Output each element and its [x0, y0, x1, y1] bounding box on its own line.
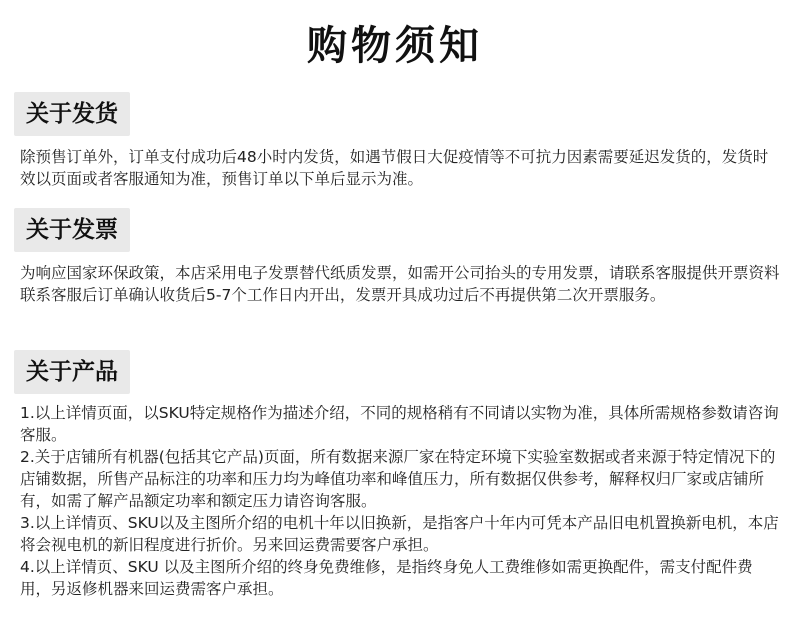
list-item: 1.以上详情页面，以SKU特定规格作为描述介绍，不同的规格稍有不同请以实物为准，具体所需规格参数请咨询客服。 [20, 404, 779, 444]
paragraph: 除预售订单外，订单支付成功后48小时内发货，如遇节假日大促疫情等不可抗力因素需要延迟发货的，发货时效以页面或者客服通知为准，预售订单以下单后显示为准。 [20, 148, 769, 188]
list-item: 2.关于店铺所有机器(包括其它产品)页面，所有数据来源厂家在特定环境下实验室数据或者来源于特定情况下的店铺数据，所售产品标注的功率和压力均为峰值功率和峰值压力，所有数据仅供参考，解释权归厂家或店铺所有，如需了解产品额定功率和额定压力请咨询客服。 [20, 448, 776, 510]
section-body-invoice [20, 262, 780, 306]
section-body-product [20, 402, 780, 600]
section-heading-product: 关于产品 [14, 350, 130, 394]
section-heading-invoice: 关于发票 [14, 208, 130, 252]
page-title: 购物须知 [307, 23, 483, 69]
list-item: 3.以上详情页、SKU以及主图所介绍的电机十年以旧换新，是指客户十年内可凭本产品旧电机置换新电机，本店将会视电机的新旧程度进行折价。另来回运费需要客户承担。 [20, 514, 779, 554]
section-heading-shipping: 关于发货 [14, 92, 130, 136]
section-body-shipping [20, 146, 780, 190]
paragraph: 为响应国家环保政策，本店采用电子发票替代纸质发票，如需开公司抬头的专用发票，请联系客服提供开票资料联系客服后订单确认收货后5-7个工作日内开出，发票开具成功过后不再提供第二次开票服务。 [20, 264, 780, 304]
list-item: 4.以上详情页、SKU 以及主图所介绍的终身免费维修，是指终身免人工费维修如需更换配件，需支付配件费用，另返修机器来回运费需客户承担。 [20, 558, 753, 598]
